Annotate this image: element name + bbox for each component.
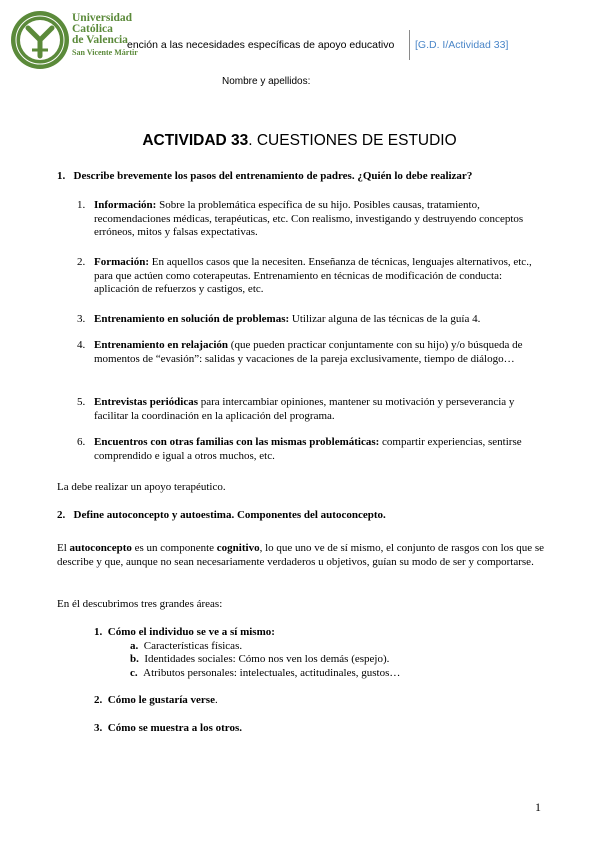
step-number: 1.	[77, 199, 86, 211]
subarea-item	[130, 653, 389, 665]
subarea-letter: b.	[130, 653, 139, 665]
university-line-2: Católica	[72, 23, 113, 35]
para-text: El	[57, 542, 70, 554]
area-item	[94, 626, 275, 638]
para-text: , lo que uno ve de sí mismo, el conjunto de rasgos con los que se describe y que, aunque no sean necesariamente verdaderos u objetivos, guían su modo de ser y comportarse.	[57, 542, 545, 568]
subarea-text: Atributos personales: intelectuales, actitudinales, gustos…	[143, 667, 401, 679]
header-divider	[409, 30, 410, 60]
area-number: 2.	[94, 694, 103, 706]
step-heading: Entrevistas periódicas	[94, 396, 198, 408]
university-name	[72, 13, 138, 58]
area-suffix: .	[214, 694, 218, 706]
para-text: es un componente	[131, 542, 217, 554]
para-bold-term: cognitivo	[216, 542, 260, 554]
area-item	[94, 722, 242, 734]
title-bold: ACTIVIDAD 33	[142, 132, 249, 149]
step-text: En aquellos casos que la necesiten. Enseñanza de técnicas, lenguajes alternativos, etc., para que actúen como coterapeutas. Entrenamiento en técnicas de modificación de conducta: aplicación de refuerzos y castigos, etc.	[94, 256, 532, 295]
question-1	[57, 170, 472, 182]
page-title	[0, 132, 599, 150]
areas-intro: En él descubrimos tres grandes áreas:	[57, 598, 223, 610]
question-2-number: 2.	[57, 509, 66, 521]
question-1-text: Describe brevemente los pasos del entrenamiento de padres. ¿Quién lo debe realizar?	[73, 170, 473, 182]
step-heading: Formación:	[94, 256, 149, 268]
step-heading: Entrenamiento en solución de problemas:	[94, 313, 290, 325]
para-bold-term: autoconcepto	[69, 542, 132, 554]
university-seal-icon	[10, 10, 70, 70]
area-number: 1.	[94, 626, 103, 638]
step-number: 5.	[77, 396, 86, 408]
step-text: Sobre la problemática específica de su hijo. Posibles causas, tratamiento, recomendaciones médicas, terapéuticas, etc. Con realismo, investigando y destruyendo conceptos erróneos, mitos y falsas expectativas.	[94, 199, 524, 238]
step-heading: Entrenamiento en relajación	[94, 339, 229, 351]
subarea-letter: c.	[130, 667, 138, 679]
university-line-3: de Valencia	[72, 34, 128, 46]
activity-code: [G.D. I/Actividad 33]	[415, 39, 509, 51]
area-label: Cómo el individuo se ve a sí mismo:	[107, 626, 275, 638]
subarea-item	[130, 667, 400, 679]
area-number: 3.	[94, 722, 103, 734]
step-text: para intercambiar opiniones, mantener su motivación y perseverancia y facilitar la coordinación en la aplicación del programa.	[94, 396, 515, 422]
university-line-1: Universidad	[72, 12, 133, 24]
subarea-item	[130, 640, 242, 652]
step-heading: Información:	[94, 199, 157, 211]
question-2	[57, 509, 386, 521]
step-number: 2.	[77, 256, 86, 268]
course-title: ención a las necesidades específicas de apoyo educativo	[127, 39, 395, 51]
name-label: Nombre y apellidos:	[222, 76, 311, 87]
area-item	[94, 694, 218, 706]
subarea-letter: a.	[130, 640, 139, 652]
question-2-text: Define autoconcepto y autoestima. Componentes del autoconcepto.	[73, 509, 386, 521]
answer-1: La debe realizar un apoyo terapéutico.	[57, 481, 226, 493]
autoconcepto-paragraph	[57, 542, 547, 569]
step-text: compartir experiencias, sentirse comprendido e igual a otros muchos, etc.	[94, 436, 522, 462]
title-rest: . CUESTIONES DE ESTUDIO	[248, 132, 457, 149]
step-text: (que pueden practicar conjuntamente con su hijo) y/o búsqueda de momentos de “evasión”: salidas y vacaciones de la pareja exclusivamente, tiempo de diálogo…	[94, 339, 523, 365]
area-label: Cómo le gustaría verse	[107, 694, 215, 706]
step-number: 6.	[77, 436, 86, 448]
subarea-text: Características físicas.	[143, 640, 243, 652]
area-label: Cómo se muestra a los otros.	[107, 722, 242, 734]
question-1-number: 1.	[57, 170, 66, 182]
step-heading: Encuentros con otras familias con las mismas problemáticas:	[94, 436, 380, 448]
step-number: 4.	[77, 339, 86, 351]
step-text: Utilizar alguna de las técnicas de la guía 4.	[289, 313, 481, 325]
page-header	[0, 0, 599, 80]
subarea-text: Identidades sociales: Cómo nos ven los demás (espejo).	[144, 653, 390, 665]
page-number: 1	[535, 800, 541, 814]
step-number: 3.	[77, 313, 86, 325]
university-line-4: San Vicente Mártir	[72, 48, 138, 57]
